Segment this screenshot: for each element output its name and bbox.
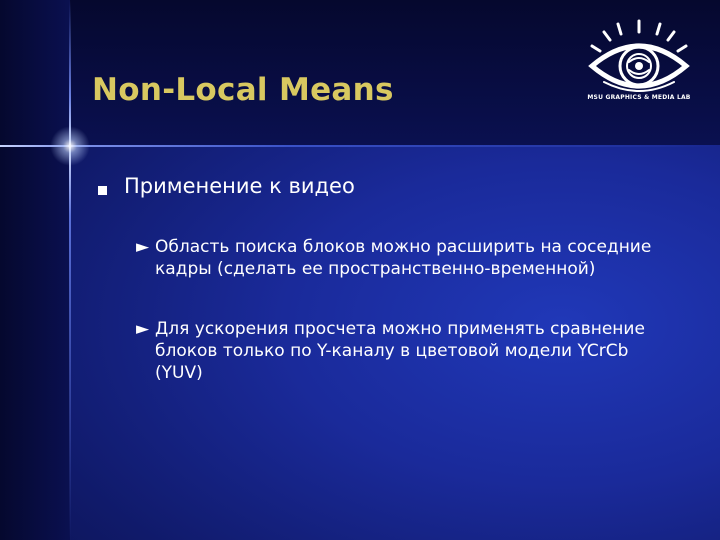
logo-caption: MSU GRAPHICS & MEDIA LAB — [587, 94, 691, 101]
slide-title: Non-Local Means — [92, 72, 394, 108]
left-band — [0, 0, 70, 540]
sub-bullet-1-line-2: кадры (сделать ее пространственно-временной) — [155, 259, 596, 279]
square-bullet-icon — [98, 186, 107, 195]
triangle-arrow-icon: ► — [136, 237, 150, 257]
light-flare — [50, 126, 90, 166]
sub-bullet-2 — [136, 318, 676, 384]
triangle-arrow-icon: ► — [136, 319, 150, 339]
sub-bullet-2-line-3: (YUV) — [155, 363, 203, 383]
sub-bullet-1 — [136, 236, 676, 280]
horizontal-divider — [0, 145, 720, 147]
sub-bullet-1-line-1: Область поиска блоков можно расширить на соседние — [155, 237, 652, 257]
vertical-divider — [69, 0, 71, 540]
sub-bullet-2-line-1: Для ускорения просчета можно применять сравнение — [155, 319, 645, 339]
sub-bullet-2-line-2: блоков только по Y-каналу в цветовой модели YCrCb — [155, 341, 629, 361]
bullet-item: Применение к видео — [124, 174, 355, 198]
